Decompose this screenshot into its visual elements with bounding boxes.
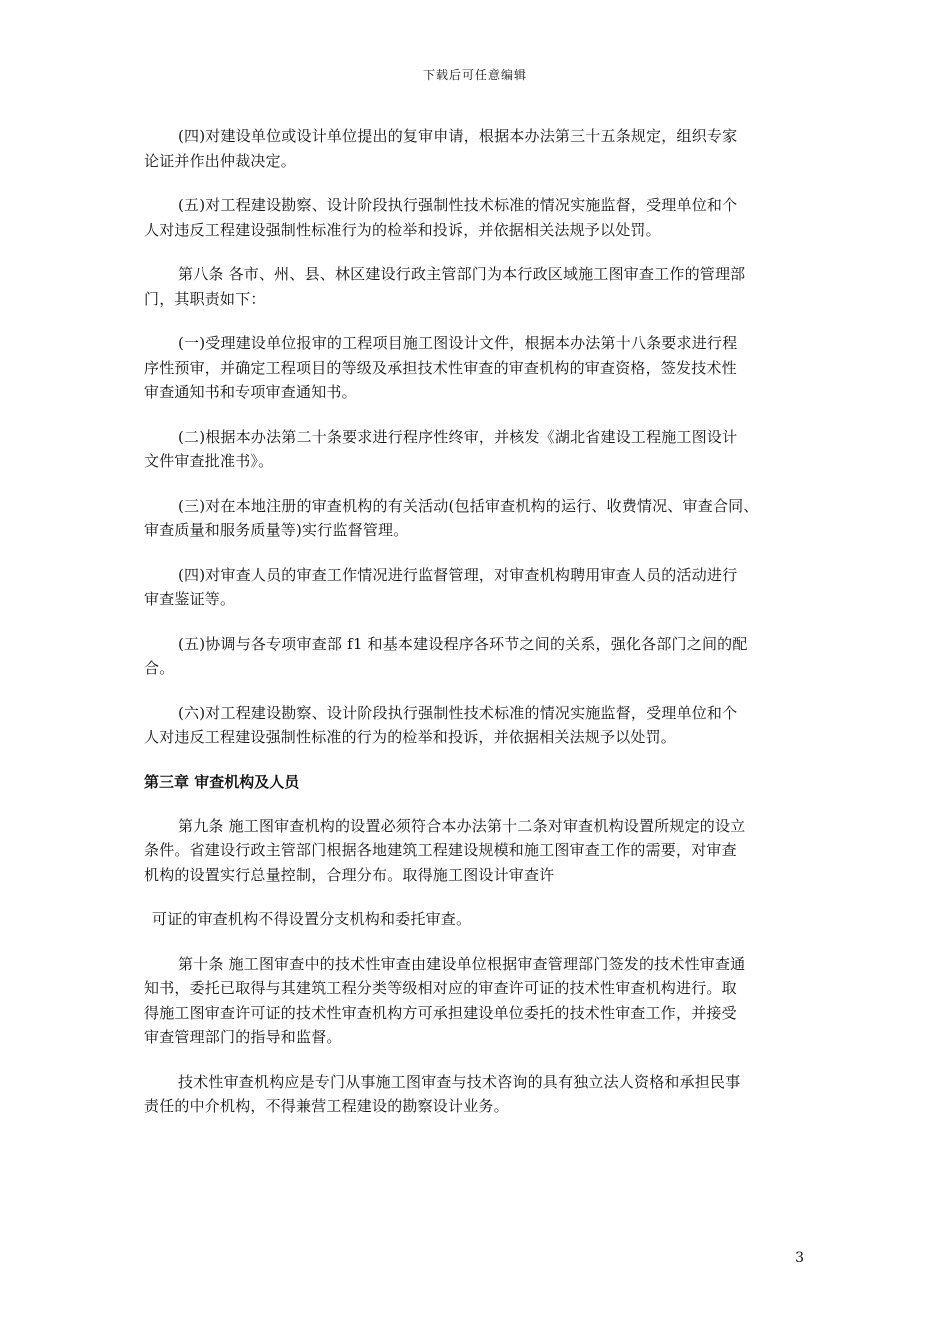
paragraph	[144, 124, 820, 173]
paragraph-line: 序性预审，并确定工程项目的等级及承担技术性审查的审查机构的审查资格，签发技术性	[144, 358, 737, 377]
paragraph-line: 第九条 施工图审查机构的设置必须符合本办法第十二条对审查机构设置所规定的设立	[178, 816, 746, 835]
paragraph-line: 机构的设置实行总量控制，合理分布。取得施工图设计审查许	[144, 865, 555, 884]
paragraph	[144, 494, 820, 543]
paragraph	[144, 425, 820, 474]
paragraph-line: (二)根据本办法第二十条要求进行程序性终审，并核发《湖北省建设工程施工图设计	[178, 427, 738, 446]
paragraph-line: (六)对工程建设勘察、设计阶段执行强制性技术标准的情况实施监督，受理单位和个	[178, 703, 738, 722]
paragraph-line: 责任的中介机构，不得兼营工程建设的勘察设计业务。	[144, 1097, 509, 1115]
paragraph	[144, 701, 820, 750]
paragraph-line: 审查通知书和专项审查通知书。	[144, 383, 357, 401]
paragraph-line: (五)对工程建设勘察、设计阶段执行强制性技术标准的情况实施监督，受理单位和个	[178, 196, 738, 214]
paragraph	[144, 262, 820, 311]
paragraph-line: 第八条 各市、州、县、林区建设行政主管部门为本行政区域施工图审查工作的管理部	[178, 265, 746, 283]
paragraph-line: 文件审查批准书》。	[144, 452, 274, 470]
chapter-heading: 第三章 审查机构及人员	[144, 772, 300, 791]
paragraph-line: 审查管理部门的指导和监督。	[144, 1028, 342, 1046]
paragraph-line: (四)对审查人员的审查工作情况进行监督管理，对审查机构聘用审查人员的活动进行	[178, 565, 738, 584]
paragraph-line: (四)对建设单位或设计单位提出的复审申请，根据本办法第三十五条规定，组织专家	[178, 127, 738, 145]
paragraph-line: 审查质量和服务质量等)实行监督管理。	[144, 521, 409, 539]
paragraph	[144, 331, 820, 405]
paragraph	[144, 193, 820, 242]
paragraph-line: 审查鉴证等。	[144, 590, 236, 608]
paragraph-line: 条件。省建设行政主管部门根据各地建筑工程建设规模和施工图审查工作的需要，对审查	[144, 841, 737, 859]
paragraph-line: 门，其职责如下：	[144, 289, 266, 308]
paragraph-line: 论证并作出仲裁决定。	[144, 151, 297, 170]
paragraph-line: 人对违反工程建设强制性标准行为的检举和投诉，并依据相关法规予以处罚。	[144, 220, 661, 239]
paragraph	[144, 907, 820, 932]
paragraph	[144, 632, 820, 681]
paragraph-line: 第十条 施工图审查中的技术性审查由建设单位根据审查管理部门签发的技术性审查通	[178, 954, 746, 973]
page-header: 下载后可任意编辑	[422, 68, 527, 82]
paragraph-line: (三)对在本地注册的审查机构的有关活动(包括审查机构的运行、收费情况、审查合同、	[178, 496, 759, 515]
paragraph	[144, 814, 820, 888]
paragraph-line: 知书，委托已取得与其建筑工程分类等级相对应的审查许可证的技术性审查机构进行。取	[144, 979, 737, 997]
paragraph-line: (一)受理建设单位报审的工程项目施工图设计文件，根据本办法第十八条要求进行程	[178, 334, 738, 352]
paragraph-line: 合。	[144, 659, 175, 677]
paragraph	[144, 1070, 820, 1119]
paragraph-line: (五)协调与各专项审查部 f1 和基本建设程序各环节之间的关系，强化各部门之间的配	[178, 634, 748, 653]
page-number: 3	[795, 1250, 804, 1266]
paragraph-line: 技术性审查机构应是专门从事施工图审查与技术咨询的具有独立法人资格和承担民事	[178, 1072, 741, 1091]
paragraph	[144, 952, 820, 1050]
document-body	[144, 124, 820, 1139]
paragraph-line: 可证的审查机构不得设置分支机构和委托审查。	[152, 910, 472, 928]
paragraph	[144, 563, 820, 612]
paragraph-line: 人对违反工程建设强制性标准的行为的检举和投诉，并依据相关法规予以处罚。	[144, 728, 677, 746]
paragraph-line: 得施工图审查许可证的技术性审查机构方可承担建设单位委托的技术性审查工作，并接受	[144, 1003, 737, 1022]
